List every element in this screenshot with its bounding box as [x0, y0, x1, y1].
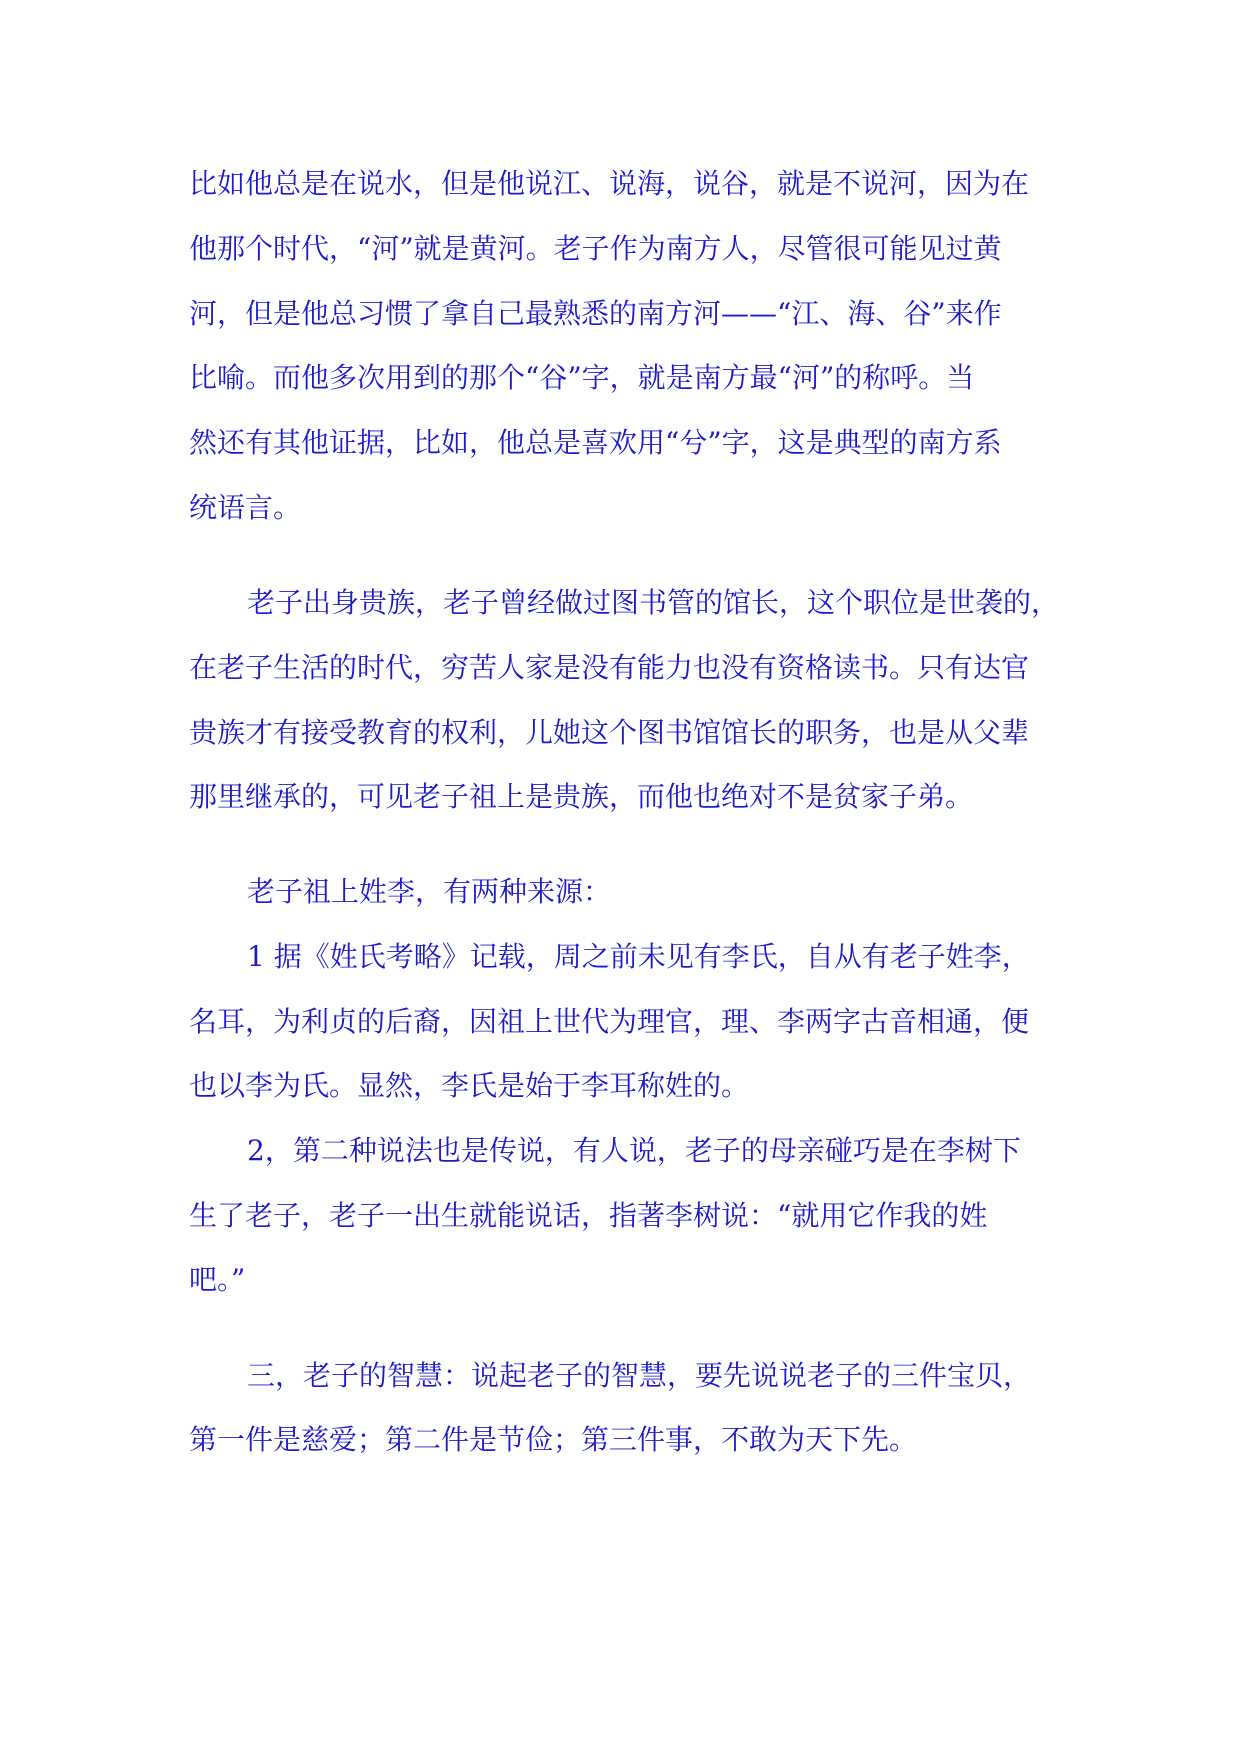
- text-line: 贵族才有接受教育的权利，儿她这个图书馆馆长的职务，也是从父辈: [189, 716, 1030, 749]
- text-line: 吧。”: [189, 1263, 246, 1296]
- text-line: 然还有其他证据，比如，他总是喜欢用“兮”字，这是典型的南方系: [189, 426, 1002, 459]
- text-line: 第一件是慈爱；第二件是节俭；第三件事，不敢为天下先。: [189, 1423, 918, 1456]
- text-line: 老子出身贵族，老子曾经做过图书管的馆长，这个职位是世袭的，: [247, 586, 1059, 619]
- text-line: 他那个时代，“河”就是黄河。老子作为南方人，尽管很可能见过黄: [189, 232, 1002, 265]
- text-line: 河，但是他总习惯了拿自己最熟悉的南方河——“江、海、谷”来作: [189, 297, 1002, 330]
- text-line: 在老子生活的时代，穷苦人家是没有能力也没有资格读书。只有达官: [189, 651, 1030, 684]
- text-line: 也以李为氏。显然，李氏是始于李耳称姓的。: [189, 1069, 750, 1102]
- text-line: 比如他总是在说水，但是他说江、说海，说谷，就是不说河，因为在: [189, 167, 1030, 200]
- text-line: 那里继承的，可见老子祖上是贵族，而他也绝对不是贫家子弟。: [189, 780, 974, 813]
- text-line: 名耳，为利贞的后裔，因祖上世代为理官，理、李两字古音相通，便: [189, 1005, 1030, 1038]
- text-line: 2，第二种说法也是传说，有人说，老子的母亲碰巧是在李树下: [247, 1134, 1021, 1167]
- text-line: 1 据《姓氏考略》记载，周之前未见有李氏，自从有老子姓李，: [247, 940, 1030, 973]
- text-line: 比喻。而他多次用到的那个“谷”字，就是南方最“河”的称呼。当: [189, 361, 975, 394]
- text-line: 生了老子，老子一出生就能说话，指著李树说：“就用它作我的姓: [189, 1199, 988, 1232]
- text-line: 三，老子的智慧：说起老子的智慧，要先说说老子的三件宝贝，: [247, 1359, 1032, 1392]
- text-line: 统语言。: [189, 491, 302, 524]
- text-line: 老子祖上姓李，有两种来源：: [247, 875, 612, 908]
